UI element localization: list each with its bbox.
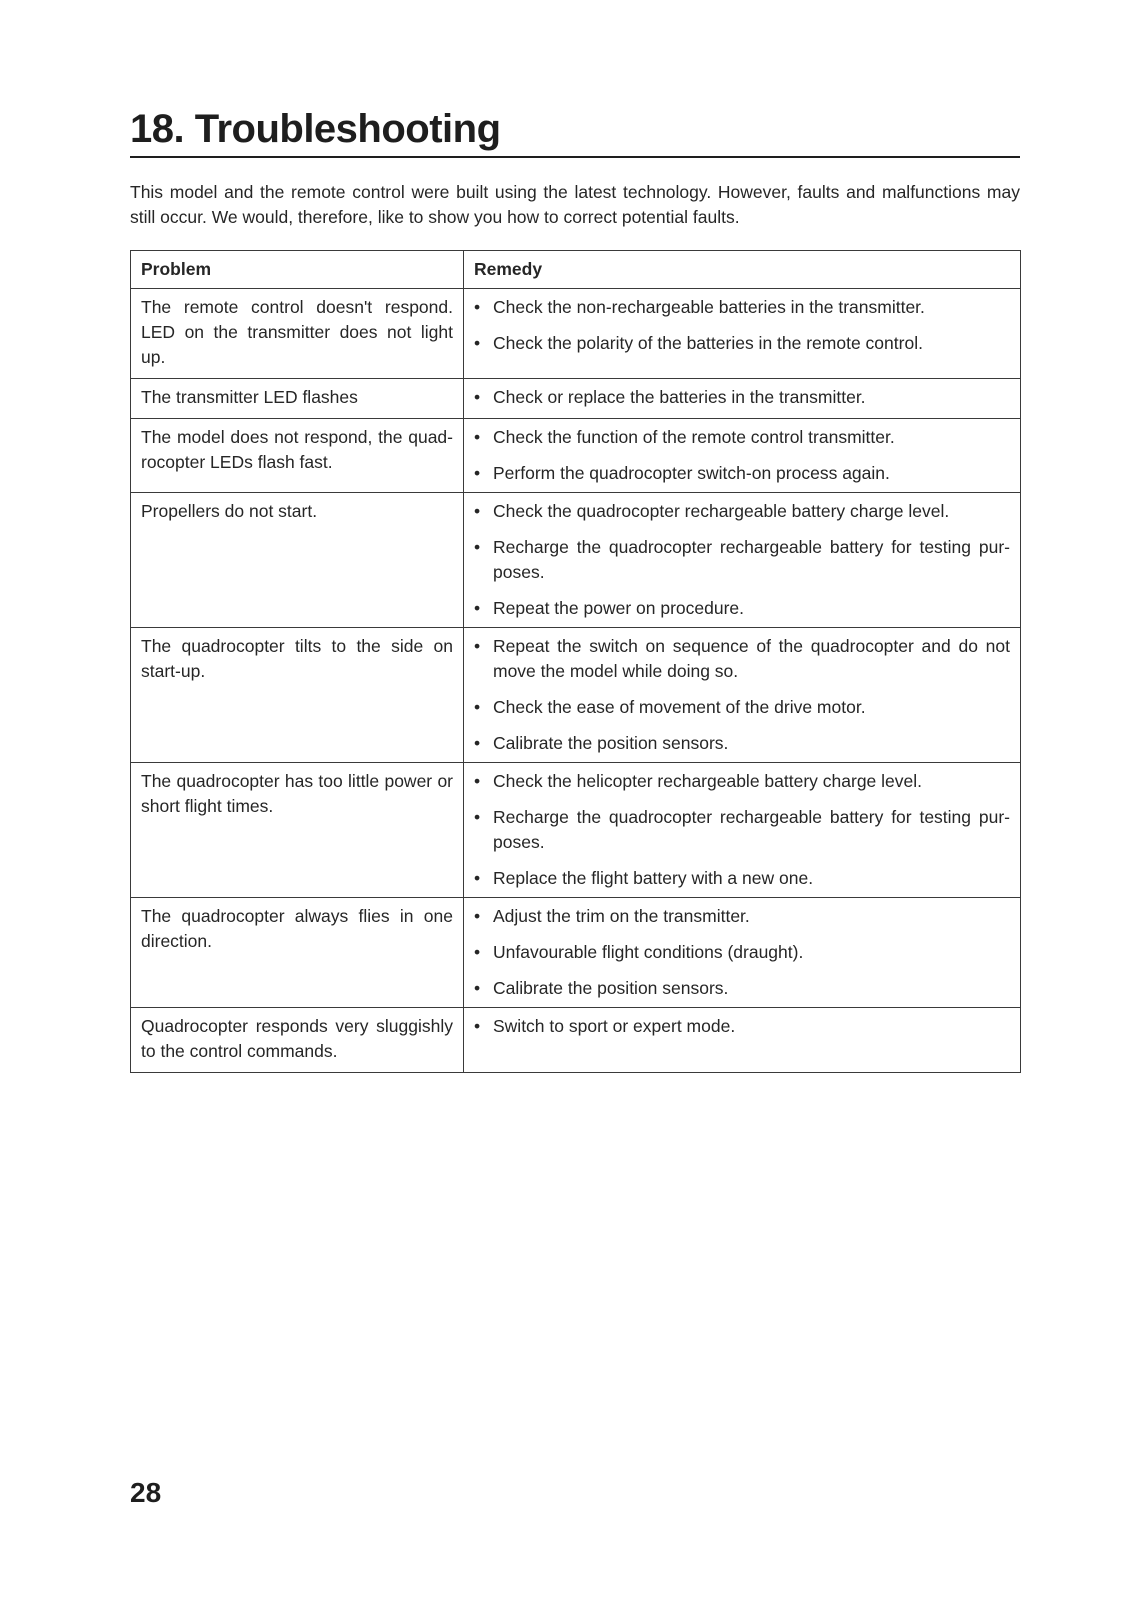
- remedy-list: [474, 904, 1010, 1001]
- remedy-cell: [464, 289, 1021, 379]
- bullet: •: [474, 387, 481, 407]
- table-row: [131, 1008, 1021, 1073]
- remedy-cell: [464, 898, 1021, 1008]
- table-row: [131, 419, 1021, 493]
- troubleshooting-table: [130, 250, 1021, 1073]
- remedy-list: [474, 634, 1010, 756]
- table-row: [131, 763, 1021, 898]
- bullet: •: [474, 537, 481, 557]
- table-header-row: [131, 251, 1021, 289]
- remedy-column-header: Remedy: [464, 251, 1021, 289]
- table-row: [131, 628, 1021, 763]
- remedy-item: [474, 596, 1010, 621]
- problem-cell: The quadrocopter has too little power or short flight times.: [131, 763, 464, 898]
- bullet: •: [474, 868, 481, 888]
- remedy-item: [474, 769, 1010, 794]
- table-row: [131, 289, 1021, 379]
- remedy-item: [474, 904, 1010, 929]
- remedy-text: Check the quadrocopter rechargeable battery charge level.: [493, 501, 950, 521]
- remedy-cell: [464, 493, 1021, 628]
- remedy-text: Calibrate the position sensors.: [493, 733, 729, 753]
- remedy-item: [474, 634, 1010, 684]
- problem-cell: The quadrocopter always flies in one direction.: [131, 898, 464, 1008]
- problem-cell: Quadrocopter responds very sluggishly to the control commands.: [131, 1008, 464, 1073]
- remedy-item: [474, 1014, 1010, 1039]
- remedy-text: Recharge the quadrocopter rechargeable battery for testing purposes.: [493, 537, 1010, 582]
- remedy-item: [474, 731, 1010, 756]
- problem-cell: The quadrocopter tilts to the side on start-up.: [131, 628, 464, 763]
- remedy-item: [474, 695, 1010, 720]
- table-row: [131, 493, 1021, 628]
- remedy-item: [474, 331, 1010, 356]
- remedy-text: Check the polarity of the batteries in the remote control.: [493, 333, 923, 353]
- bullet: •: [474, 297, 481, 317]
- remedy-item: [474, 461, 1010, 486]
- remedy-text: Check or replace the batteries in the transmitter.: [493, 387, 866, 407]
- problem-cell: The remote control doesn't respond. LED on the transmitter does not light up.: [131, 289, 464, 379]
- remedy-text: Repeat the switch on sequence of the quadrocopter and do not move the model while doing so.: [493, 636, 1010, 681]
- remedy-text: Check the ease of movement of the drive motor.: [493, 697, 866, 717]
- bullet: •: [474, 1016, 481, 1036]
- remedy-item: [474, 425, 1010, 450]
- remedy-cell: [464, 1008, 1021, 1073]
- page-number: 28: [130, 1477, 162, 1508]
- bullet: •: [474, 427, 481, 447]
- table-body: [131, 289, 1021, 1073]
- remedy-text: Check the non-rechargeable batteries in the transmitter.: [493, 297, 925, 317]
- remedy-list: [474, 295, 1010, 356]
- remedy-list: [474, 385, 1010, 410]
- bullet: •: [474, 942, 481, 962]
- remedy-cell: [464, 419, 1021, 493]
- bullet: •: [474, 807, 481, 827]
- table-row: [131, 898, 1021, 1008]
- remedy-item: [474, 940, 1010, 965]
- bullet: •: [474, 771, 481, 791]
- remedy-list: [474, 499, 1010, 621]
- remedy-item: [474, 385, 1010, 410]
- problem-column-header: Problem: [131, 251, 464, 289]
- remedy-text: Check the helicopter rechargeable battery charge level.: [493, 771, 922, 791]
- bullet: •: [474, 733, 481, 753]
- remedy-cell: [464, 379, 1021, 419]
- remedy-item: [474, 499, 1010, 524]
- remedy-list: [474, 425, 1010, 486]
- remedy-list: [474, 769, 1010, 891]
- bullet: •: [474, 463, 481, 483]
- remedy-list: [474, 1014, 1010, 1039]
- intro-paragraph: This model and the remote control were built using the latest technology. However, faults and malfunctions may still occur. We would, therefore, like to show you how to correct potential faults.: [130, 182, 1020, 227]
- problem-cell: The transmitter LED flashes: [131, 379, 464, 419]
- remedy-item: [474, 535, 1010, 585]
- bullet: •: [474, 333, 481, 353]
- table-row: [131, 379, 1021, 419]
- remedy-text: Check the function of the remote control transmitter.: [493, 427, 895, 447]
- bullet: •: [474, 636, 481, 656]
- remedy-text: Perform the quadrocopter switch-on process again.: [493, 463, 890, 483]
- problem-cell: The model does not respond, the quadrocopter LEDs flash fast.: [131, 419, 464, 493]
- remedy-item: [474, 295, 1010, 320]
- remedy-cell: [464, 763, 1021, 898]
- bullet: •: [474, 697, 481, 717]
- remedy-item: [474, 805, 1010, 855]
- remedy-text: Recharge the quadrocopter rechargeable battery for testing purposes.: [493, 807, 1010, 852]
- remedy-text: Replace the flight battery with a new one.: [493, 868, 814, 888]
- bullet: •: [474, 906, 481, 926]
- remedy-item: [474, 866, 1010, 891]
- problem-cell: Propellers do not start.: [131, 493, 464, 628]
- remedy-text: Repeat the power on procedure.: [493, 598, 744, 618]
- remedy-text: Switch to sport or expert mode.: [493, 1016, 736, 1036]
- remedy-item: [474, 976, 1010, 1001]
- remedy-text: Unfavourable flight conditions (draught).: [493, 942, 804, 962]
- remedy-cell: [464, 628, 1021, 763]
- bullet: •: [474, 598, 481, 618]
- bullet: •: [474, 978, 481, 998]
- page-title: 18. Troubleshooting: [130, 104, 1020, 158]
- remedy-text: Adjust the trim on the transmitter.: [493, 906, 750, 926]
- remedy-text: Calibrate the position sensors.: [493, 978, 729, 998]
- bullet: •: [474, 501, 481, 521]
